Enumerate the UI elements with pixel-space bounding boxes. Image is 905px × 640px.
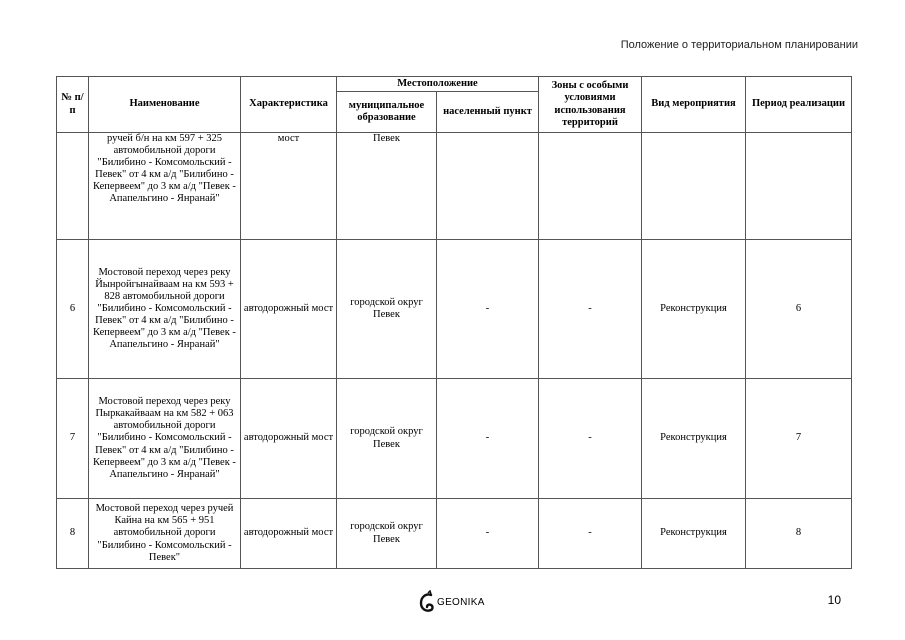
running-title: Положение о территориальном планировании bbox=[620, 39, 858, 51]
table-row bbox=[57, 379, 852, 499]
cell-settlement: - bbox=[437, 240, 539, 379]
cell-period: 7 bbox=[746, 379, 852, 499]
cell-name: Мостовой переход через реку Йынройгынайваам на км 593 + 828 автомобильной дороги "Билибино - Комсомольский - Певек" от 4 км а/д "Билибино - Кепервеем" до 3 км а/д "Певек - Апапельгино - Янранай" bbox=[89, 240, 241, 379]
cell-municipality: Певек bbox=[337, 133, 437, 240]
cell-num: 8 bbox=[57, 499, 89, 569]
header-row bbox=[57, 77, 852, 92]
cell-period: 6 bbox=[746, 240, 852, 379]
column-header-location-group: Местоположение bbox=[337, 77, 539, 92]
column-header-characteristic: Характеристика bbox=[241, 77, 337, 133]
cell-activity bbox=[642, 133, 746, 240]
cell-num bbox=[57, 133, 89, 240]
cell-name: Мостовой переход через реку Пыркакайваам на км 582 + 063 автомобильной дороги "Билибино - Комсомольский - Певек" от 4 км а/д "Билибино - Кепервеем" до 3 км а/д "Певек - Апапельгино - Янранай" bbox=[89, 379, 241, 499]
cell-zones: - bbox=[539, 499, 642, 569]
cell-period bbox=[746, 133, 852, 240]
page-number: 10 bbox=[827, 593, 841, 607]
column-header-activity: Вид мероприятия bbox=[642, 77, 746, 133]
cell-characteristic: автодорожный мост bbox=[241, 379, 337, 499]
cell-municipality: городской округ Певек bbox=[337, 379, 437, 499]
table-row bbox=[57, 240, 852, 379]
geonika-logo bbox=[418, 590, 498, 622]
logo-wordmark: GEONIKA bbox=[437, 597, 485, 608]
cell-municipality: городской округ Певек bbox=[337, 499, 437, 569]
cell-num: 7 bbox=[57, 379, 89, 499]
cell-characteristic: автодорожный мост bbox=[241, 499, 337, 569]
table-row bbox=[57, 499, 852, 569]
column-header-zones: Зоны с особыми условиями использования территорий bbox=[539, 77, 642, 133]
cell-settlement: - bbox=[437, 379, 539, 499]
cell-zones: - bbox=[539, 240, 642, 379]
geonika-logo-icon bbox=[418, 590, 436, 616]
table-row bbox=[57, 133, 852, 240]
cell-num: 6 bbox=[57, 240, 89, 379]
cell-settlement: - bbox=[437, 499, 539, 569]
cell-name: ручей б/н на км 597 + 325 автомобильной дороги "Билибино - Комсомольский - Певек" от 4 км а/д "Билибино - Кепервеем" до 3 км а/д "Певек - Апапельгино - Янранай" bbox=[89, 133, 241, 240]
cell-name: Мостовой переход через ручей Кайна на км 565 + 951 автомобильной дороги "Билибино - Комсомольский - Певек" bbox=[89, 499, 241, 569]
column-header-period: Период реализации bbox=[746, 77, 852, 133]
cell-zones bbox=[539, 133, 642, 240]
cell-settlement bbox=[437, 133, 539, 240]
cell-characteristic: мост bbox=[241, 133, 337, 240]
cell-characteristic: автодорожный мост bbox=[241, 240, 337, 379]
cell-zones: - bbox=[539, 379, 642, 499]
cell-municipality: городской округ Певек bbox=[337, 240, 437, 379]
cell-period: 8 bbox=[746, 499, 852, 569]
column-header-settlement: населенный пункт bbox=[437, 92, 539, 133]
column-header-name: Наименование bbox=[89, 77, 241, 133]
column-header-num: № п/п bbox=[57, 77, 89, 133]
column-header-municipality: муниципальное образование bbox=[337, 92, 437, 133]
cell-activity: Реконструкция bbox=[642, 379, 746, 499]
planning-table bbox=[56, 76, 852, 569]
cell-activity: Реконструкция bbox=[642, 499, 746, 569]
cell-activity: Реконструкция bbox=[642, 240, 746, 379]
